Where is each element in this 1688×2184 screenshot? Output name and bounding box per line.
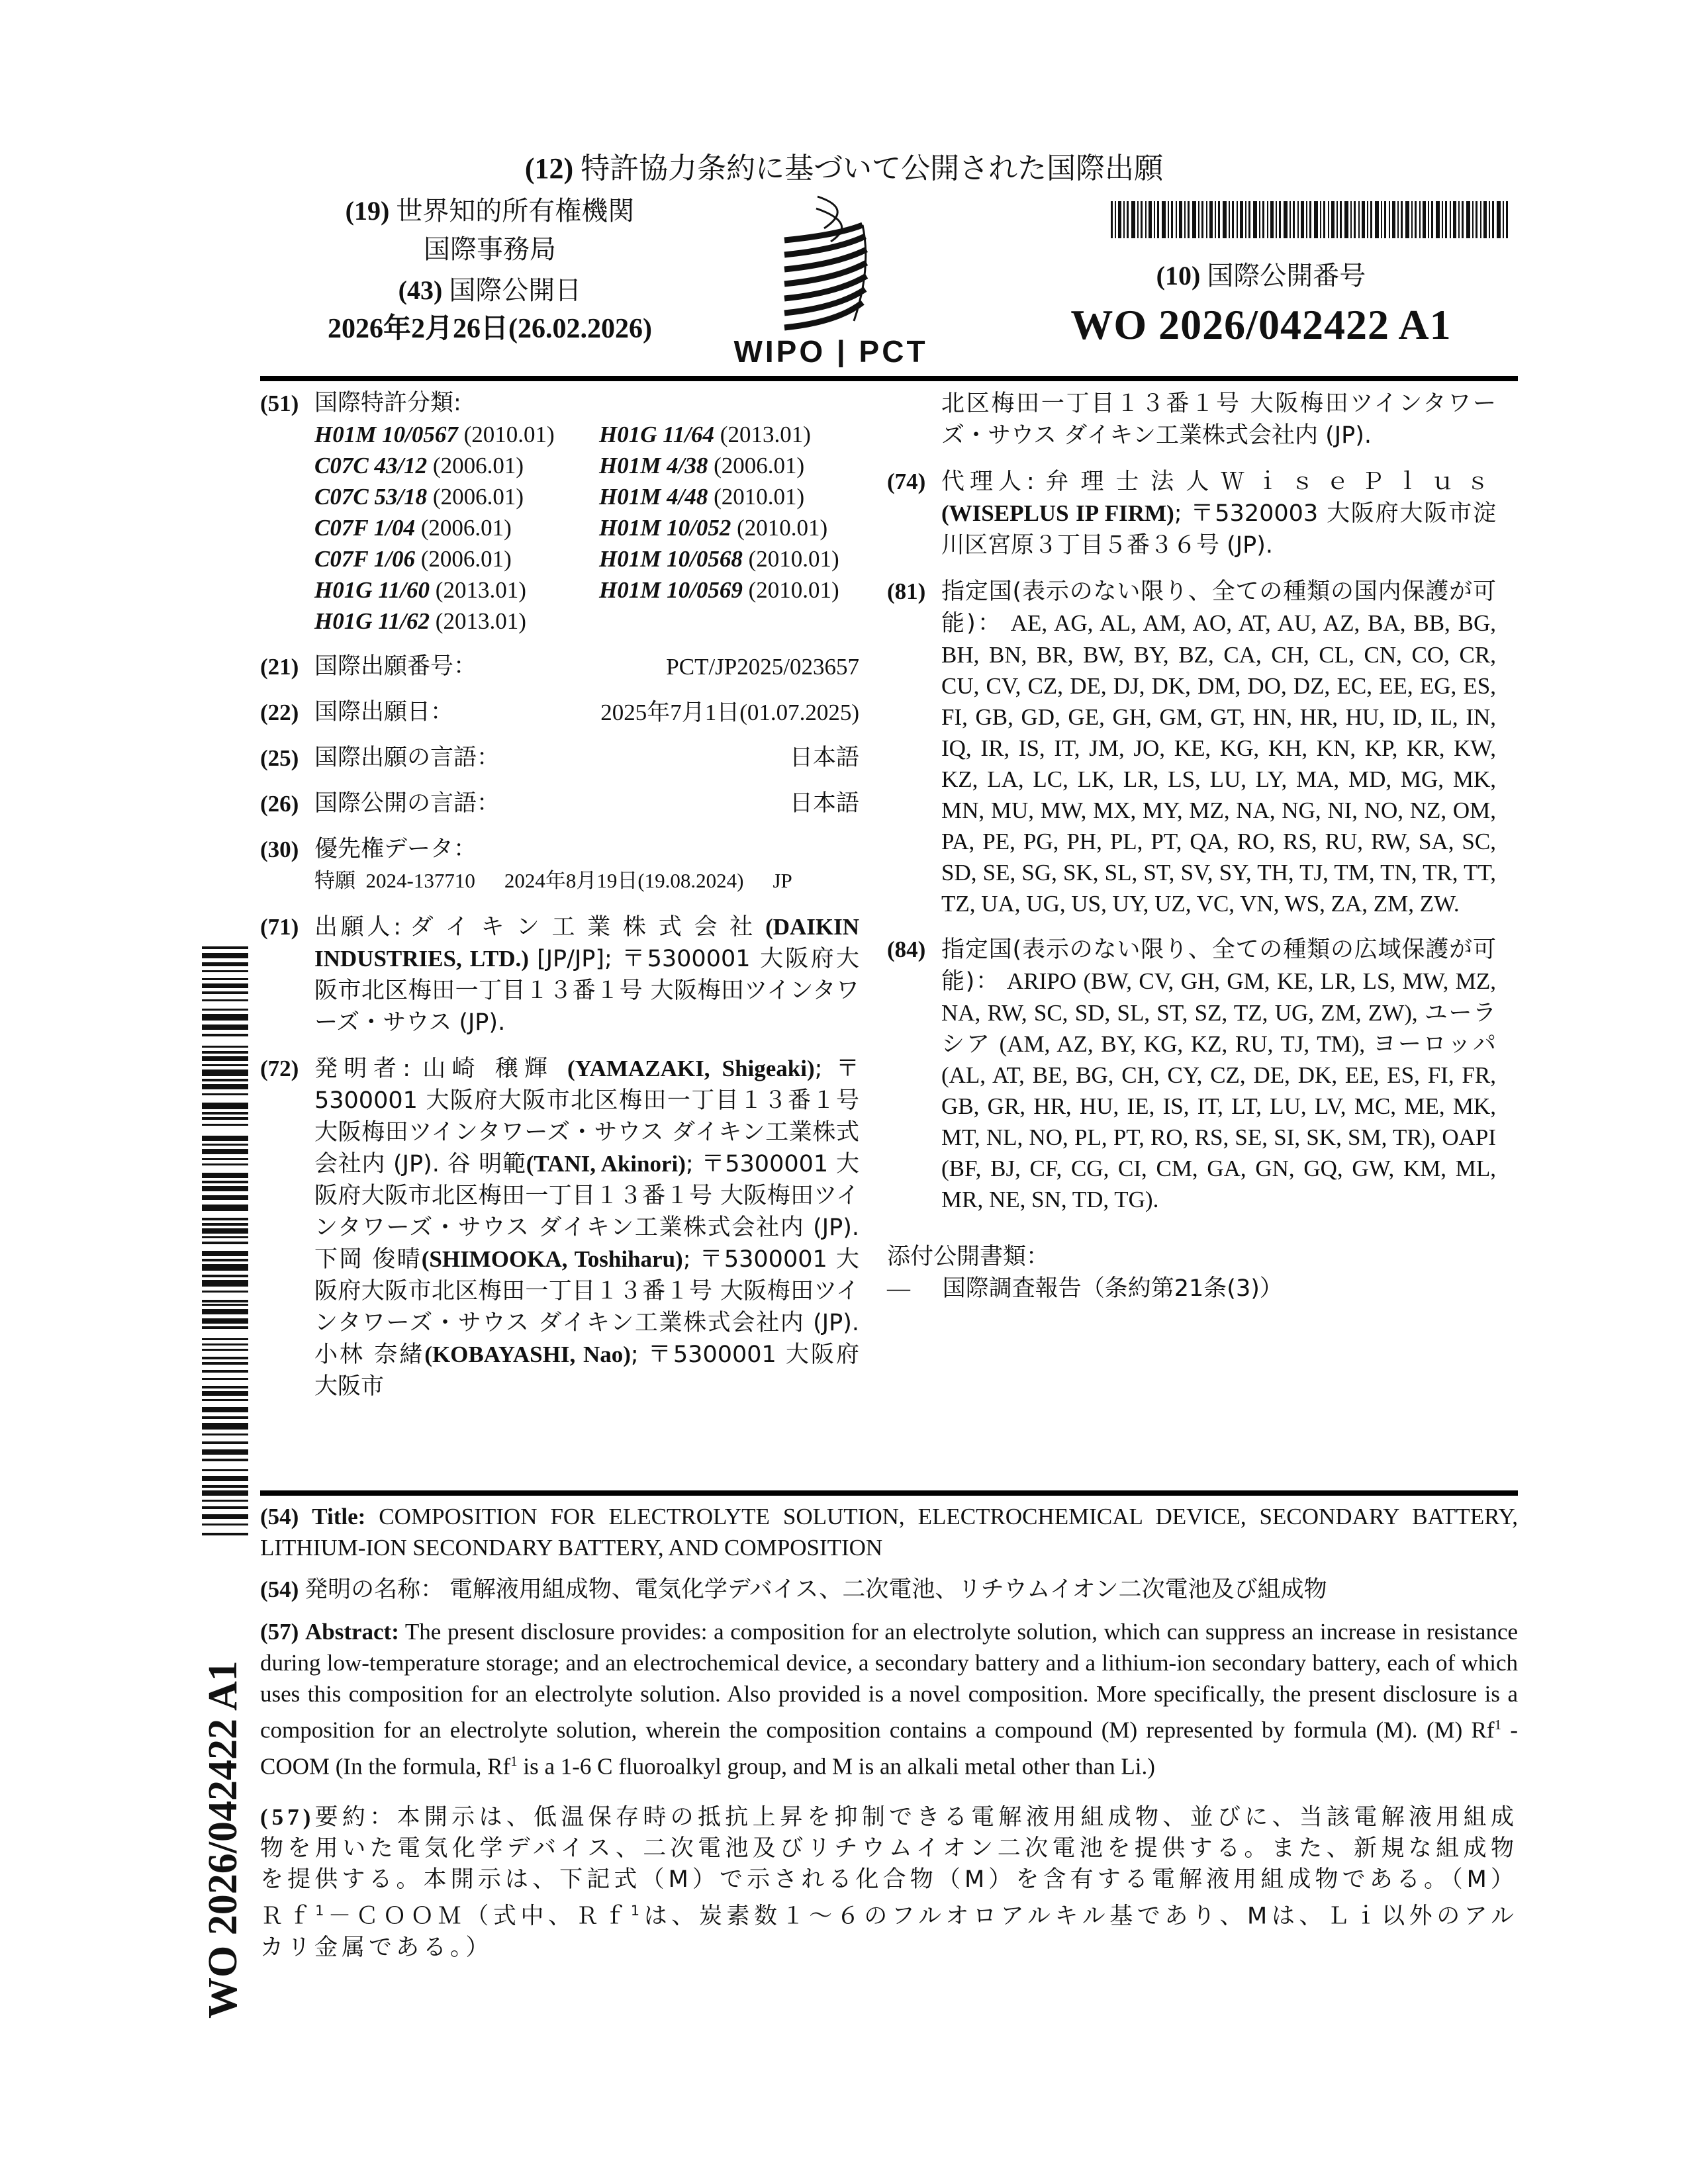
designated-states-national [887, 576, 1496, 919]
ipc-item: C07F 1/04 (2006.01) [314, 515, 512, 541]
wipo-globe-icon [718, 189, 943, 367]
application-number [260, 651, 859, 682]
publication-number-block [1019, 255, 1503, 349]
inventor-entry: 下岡 俊晴(SHIMOOKA, Toshiharu); 〒5300001 大阪府大阪市北区梅田一丁目１３番１号 大阪梅田ツインタワーズ・サウス ダイキン工業株式会社内 (JP). [314, 1246, 859, 1336]
inventor-continuation [887, 388, 1496, 451]
priority-date: 2024年8月19日(19.08.2024) [504, 869, 744, 892]
state-list: ARIPO (BW, CV, GH, GM, KE, LR, LS, MW, MZ, NA, RW, SC, SD, SL, ST, SZ, TZ, UG, ZM, ZW), ユーラシア (AM, AZ, BY, KG, KZ, RU, TJ, TM), ヨーロッパ (AL, AT, BE, BG, CH, CY, CZ, DE, DK, EE, ES, FI, FR, GB, GR, HR, HU, IE, IS, IT, LT, LU, LV, MC, ME, MK, MT, NL, NO, PL, PT, RO, RS, SE, SI, SK, SM, TR), OAPI (BF, BJ, CF, CG, CI, CM, GA, GN, GQ, GW, KM, ML, MR, NE, SN, TD, TG). [941, 968, 1496, 1212]
state-list: AE, AG, AL, AM, AO, AT, AU, AZ, BA, BB, BG, BH, BN, BR, BW, BY, BZ, CA, CH, CL, CN, CO, CR, CU, CV, CZ, DE, DJ, DK, DM, DO, DZ, EC, EE, EG, ES, FI, GB, GD, GE, GH, GM, GT, HN, HR, HU, ID, IL, IN, IQ, IR, IS, IT, JM, JO, KE, KG, KH, KN, KP, KR, KW, KZ, LA, LC, LK, LR, LS, LU, LY, MA, MD, MG, MK, MN, MU, MW, MX, MY, MZ, NA, NG, NI, NO, NZ, OM, PA, PE, PG, PH, PL, PT, QA, RO, RS, RU, RW, SA, SC, SD, SE, SG, SK, SL, ST, SV, SY, TH, TJ, TM, TN, TR, TT, TZ, UA, UG, US, UY, UZ, VC, VN, WS, ZA, ZM, ZW. [941, 610, 1497, 917]
agent [887, 466, 1496, 561]
attached-item-text: 国際調査報告（条約第21条(3)） [942, 1275, 1283, 1302]
agent-address: ; 〒5320003 大阪府大阪市淀川区宮原３丁目５番３６号 (JP). [941, 500, 1497, 559]
priority-country: JP [773, 869, 792, 892]
field-label: 国際出願番号： [314, 653, 477, 680]
bibliographic-right-column [887, 388, 1496, 1304]
inid-code: (71) [260, 914, 299, 940]
ipc-item: C07C 53/18 (2006.01) [314, 484, 524, 510]
agent-name-en: (WISEPLUS IP FIRM) [941, 500, 1174, 526]
field-label: 指定国(表示のない限り、全ての種類の広域保護が可能)： [941, 936, 1496, 995]
ipc-list [314, 419, 859, 637]
vertical-publication-number [192, 1648, 245, 2019]
field-label: 国際出願の言語： [314, 745, 500, 771]
title-jp: (54) 発明の名称： 電解液用組成物、電気化学デバイス、二次電池、リチウムイオン二次電池及び組成物 [260, 1576, 1327, 1603]
field-label: 国際公開の言語： [314, 790, 500, 817]
inid-code: (10) [1156, 261, 1201, 291]
publication-date-block [298, 271, 682, 348]
filing-date [260, 697, 859, 728]
abstract-en: (57) Abstract: The present disclosure provides: a composition for an electrolyte solution, which can suppress an increase in resistance during low-temperature storage; and an electrochemical device, a secondary battery and a lithium-ion secondary battery, each of which uses this composition for an electrolyte solution. Also provided is a novel composition. More specifically, the present disclosure is a composition for an electrolyte solution, wherein the composition contains a compound (M) represented by formula (M). (M) Rf$^1$ - COOM (In the formula, Rf$^1$ is a 1-6 C fluoroalkyl group, and M is an alkali metal other than Li.) [260, 1619, 1519, 1780]
ipc-item: H01M 10/0569 (2010.01) [599, 577, 839, 603]
inid-code: (51) [260, 390, 299, 416]
field-label: 国際出願日： [314, 699, 454, 725]
inid-code: (30) [260, 837, 299, 862]
field-value: 日本語 [789, 745, 859, 771]
inid-code: (84) [887, 936, 926, 962]
field-label: 代理人: [941, 469, 1035, 495]
ipc-item: H01M 10/052 (2010.01) [599, 515, 828, 541]
inid-code: (22) [260, 700, 299, 725]
publication-language [260, 788, 859, 819]
ipc-item: H01M 10/0567 (2010.01) [314, 422, 555, 447]
applicant-name-en: (DAIKIN INDUSTRIES, LTD.) [314, 914, 860, 972]
inid-code: (21) [260, 654, 299, 680]
applicant-address: [JP/JP]; 〒5300001 大阪府大阪市北区梅田一丁目１３番１号 大阪梅田ツインタワーズ・サウス (JP). [314, 946, 859, 1036]
svg-text:WIPO | PCT: WIPO | PCT [733, 334, 928, 367]
field-label: 指定国(表示のない限り、全ての種類の国内保護が可能)： [941, 578, 1496, 637]
field-value: PCT/JP2025/023657 [666, 654, 859, 680]
title-en: (54) Title: COMPOSITION FOR ELECTROLYTE SOLUTION, ELECTROCHEMICAL DEVICE, SECONDARY BATTERY, LITHIUM-ION SECONDARY BATTERY, AND COMPOSITION [260, 1504, 1519, 1561]
title-en-text: COMPOSITION FOR ELECTROLYTE SOLUTION, ELECTROCHEMICAL DEVICE, SECONDARY BATTERY, LITHIUM-ION SECONDARY BATTERY, AND COMPOSITION [260, 1504, 1519, 1561]
abstract-jp: (57)要約：本開示は、低温保存時の抵抗上昇を抑制できる電解液用組成物、並びに、当該電解液用組成物を用いた電気化学デバイス、二次電池及びリチウムイオン二次電池を提供する。また、新規な組成物を提供する。本開示は、下記式（M）で示される化合物（M）を含有する電解液用組成物である。（M）Ｒｆ$^1$－ＣＯＯＭ（式中、Ｒｆ$^1$は、炭素数１～６のフルオロアルキル基であり、Mは、Ｌｉ以外のアルカリ金属である。） [260, 1804, 1518, 1961]
inventor-entry: 小林 奈緒(KOBAYASHI, Nao); 〒5300001 大阪府大阪市 [314, 1342, 859, 1400]
field-label: 発明者: [314, 1056, 411, 1082]
ipc-item: H01G 11/60 (2013.01) [314, 577, 526, 603]
pub-date-label: 国際公開日 [449, 275, 582, 306]
inid-code: (12) [524, 152, 574, 185]
inventor-entry: 山崎 穣輝 (YAMAZAKI, Shigeaki); 〒5300001 大阪府大阪市北区梅田一丁目１３番１号 大阪梅田ツインタワーズ・サウス ダイキン工業株式会社内 (JP). [314, 1056, 859, 1177]
title-jp-text: 電解液用組成物、電気化学デバイス、二次電池、リチウムイオン二次電池及び組成物 [449, 1576, 1327, 1603]
org-bureau: 国際事務局 [424, 234, 556, 265]
issuing-organization [318, 192, 662, 269]
priority-entry [314, 865, 859, 897]
document-type-heading [0, 144, 1688, 187]
title-abstract-section [260, 1501, 1518, 1974]
ipc-item: H01G 11/64 (2013.01) [599, 422, 811, 447]
ipc-item: H01G 11/62 (2013.01) [314, 608, 526, 634]
dash-bullet-icon: — [887, 1275, 910, 1301]
agent-name-jp: 弁理士法人ＷｉｓｅＰｌｕｓ [1045, 469, 1496, 495]
designated-states-regional [887, 934, 1496, 1215]
inid-code: (43) [398, 275, 443, 305]
inventor-address-cont: 北区梅田一丁目１３番１号 大阪梅田ツインタワーズ・サウス ダイキン工業株式会社内 (JP). [941, 390, 1496, 449]
abstract-divider [260, 1490, 1518, 1496]
header-divider [260, 376, 1518, 381]
applicant [260, 911, 859, 1038]
inid-code: (74) [887, 469, 926, 494]
priority-number: 2024-137710 [365, 869, 475, 892]
bibliographic-left-column [260, 388, 859, 1412]
filing-language [260, 743, 859, 774]
priority-data [260, 834, 859, 897]
inid-code: (81) [887, 578, 926, 604]
inid-code: (26) [260, 791, 299, 817]
field-label: 出願人: [314, 914, 402, 940]
inid-code: (25) [260, 745, 299, 771]
field-label: 優先権データ： [314, 836, 477, 862]
inid-code: (72) [260, 1056, 299, 1081]
attached-item [887, 1273, 1496, 1304]
barcode [1111, 201, 1508, 238]
ipc-classification [260, 388, 859, 637]
barcode-icon [1111, 201, 1508, 238]
org-name: 世界知的所有権機関 [396, 196, 635, 226]
document-type-text: 特許協力条約に基づいて公開された国際出願 [581, 152, 1164, 185]
ipc-label: 国際特許分類: [314, 390, 461, 416]
inventors [260, 1053, 859, 1402]
attached-documents [887, 1242, 1496, 1304]
inventor-entry: 谷 明範(TANI, Akinori); 〒5300001 大阪府大阪市北区梅田一丁目１３番１号 大阪梅田ツインタワーズ・サウス ダイキン工業株式会社内 (JP). [314, 1151, 859, 1241]
ipc-item: H01M 4/48 (2010.01) [599, 484, 805, 510]
publication-number: WO 2026/042422 A1 [1070, 301, 1452, 348]
vertical-pub-no-text: WO 2026/042422 A1 [201, 1661, 246, 2019]
ipc-item: H01M 10/0568 (2010.01) [599, 546, 839, 572]
ipc-item: H01M 4/38 (2006.01) [599, 453, 805, 478]
attached-label: 添付公開書類： [887, 1244, 1050, 1270]
inid-code: (19) [345, 196, 390, 226]
pub-date-value: 2026年2月26日(26.02.2026) [328, 314, 652, 344]
pub-no-label: 国際公開番号 [1207, 261, 1366, 291]
priority-kind: 特願 [314, 869, 355, 893]
field-value: 日本語 [789, 790, 859, 817]
wipo-pct-logo [718, 189, 943, 367]
vertical-barcode [202, 946, 248, 1542]
applicant-name-jp: ダイキン工業株式会社 [410, 914, 766, 940]
ipc-item: C07C 43/12 (2006.01) [314, 453, 524, 478]
barcode-icon [202, 946, 248, 1542]
field-value: 2025年7月1日(01.07.2025) [600, 700, 859, 725]
ipc-item: C07F 1/06 (2006.01) [314, 546, 512, 572]
